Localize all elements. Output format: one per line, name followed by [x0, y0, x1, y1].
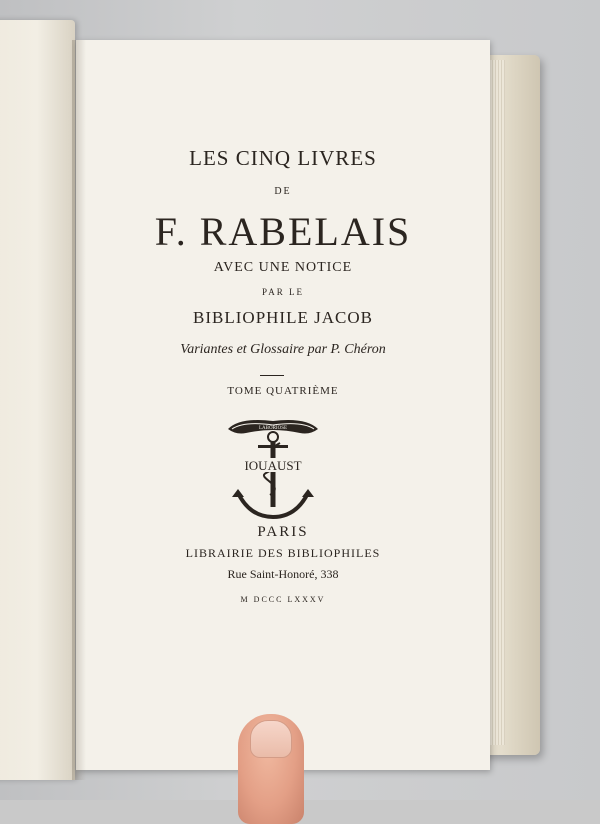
- title-page-content: [76, 40, 490, 770]
- city: PARIS: [257, 524, 309, 540]
- divider-rule: [260, 375, 284, 376]
- title-line-1: LES CINQ LIVRES: [189, 146, 377, 170]
- address: Rue Saint-Honoré, 338: [227, 567, 339, 581]
- title-line-2: DE: [274, 186, 292, 197]
- publication-year: M DCCC LXXXV: [240, 595, 326, 604]
- publisher: LIBRAIRIE DES BIBLIOPHILES: [185, 546, 381, 560]
- left-page: [0, 20, 75, 780]
- title-page: [76, 40, 490, 770]
- notice-line-1: AVEC UNE NOTICE: [213, 260, 353, 275]
- emblem-banner-text: LABORIOSE: [258, 426, 288, 431]
- volume-label: TOME QUATRIÈME: [227, 385, 339, 397]
- notice-author: BIBLIOPHILE JACOB: [193, 308, 373, 327]
- variants-line: Variantes et Glossaire par P. Chéron: [180, 342, 386, 357]
- notice-line-2: PAR LE: [262, 287, 304, 297]
- anchor-emblem-icon: [220, 413, 326, 525]
- book-gutter: [72, 40, 86, 780]
- thumbnail: [250, 720, 292, 758]
- emblem-text: IOUAUST: [244, 458, 302, 473]
- author-name: F. RABELAIS: [154, 209, 412, 254]
